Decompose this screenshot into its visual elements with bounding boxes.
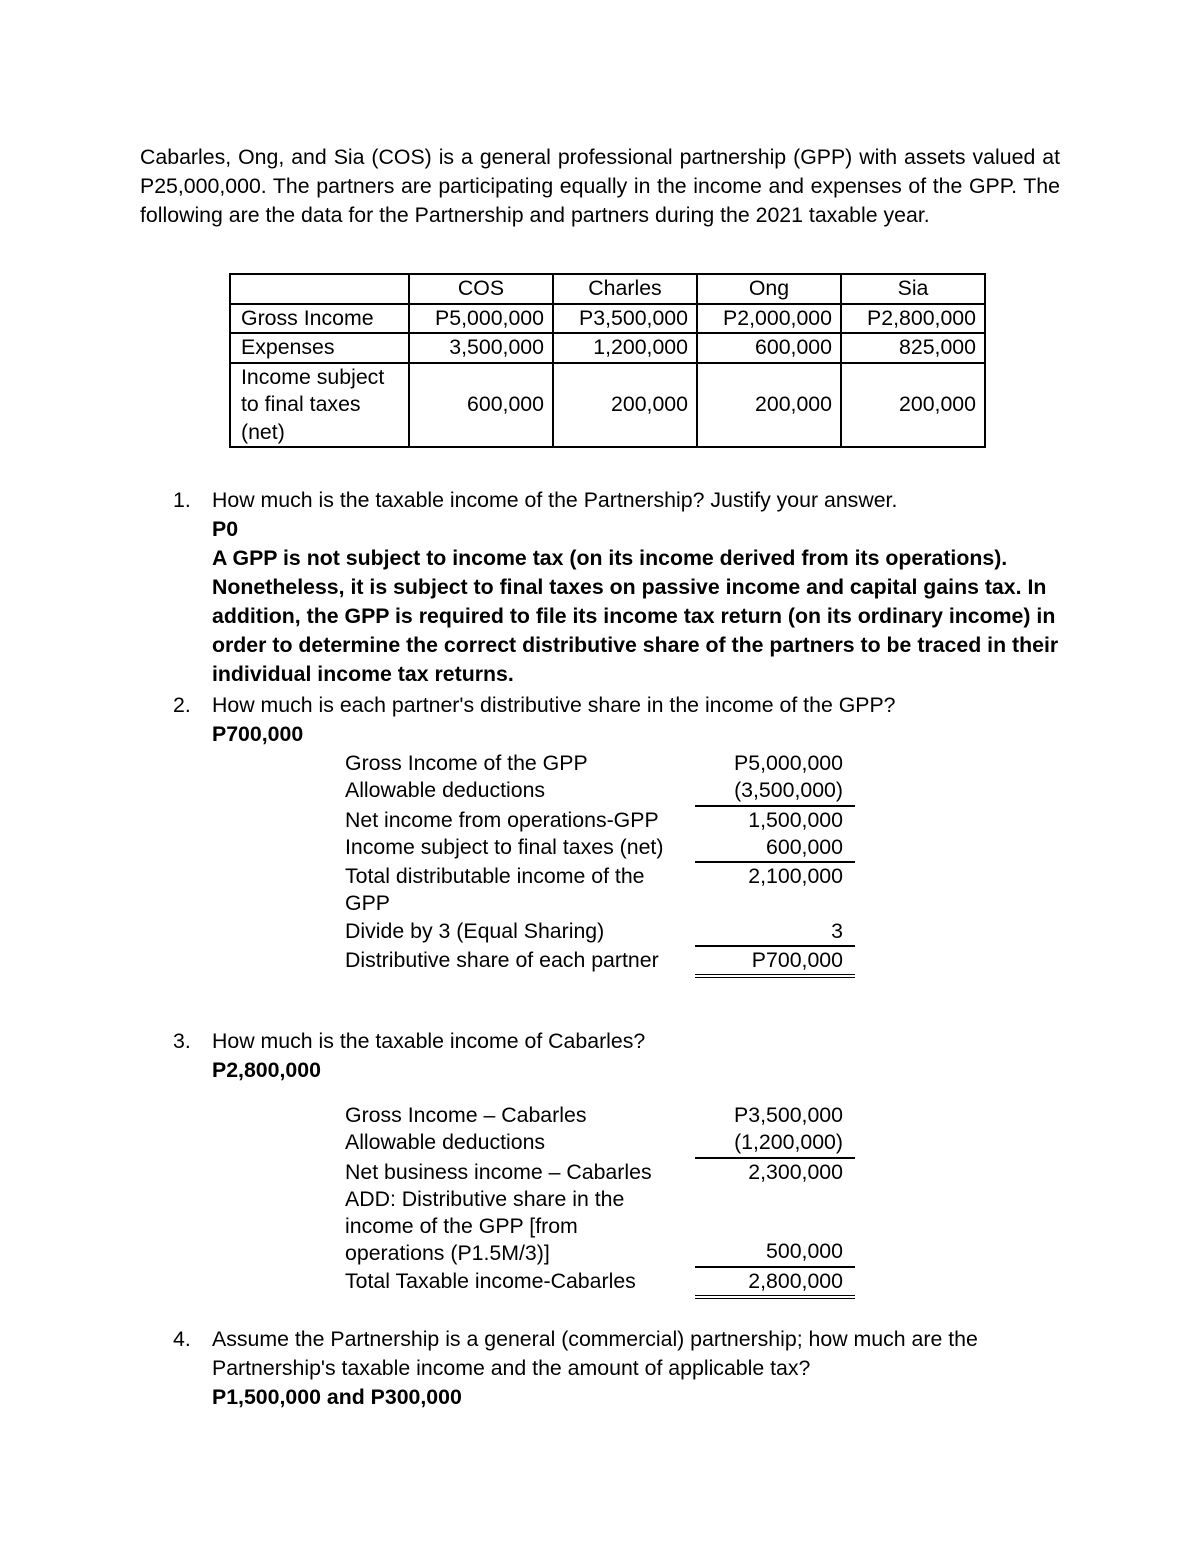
row-label: Income subject to final taxes (net): [230, 363, 409, 448]
question-number: 3.: [173, 1029, 191, 1053]
schedule-label: Net business income – Cabarles: [345, 1159, 652, 1184]
table-cell: 600,000: [697, 333, 841, 363]
schedule-label: Distributive share of each partner: [345, 948, 659, 973]
table-cell: 1,200,000: [553, 333, 697, 363]
schedule-value: 3: [695, 918, 855, 947]
question-number: 1.: [173, 488, 191, 512]
table-cell: 600,000: [409, 363, 553, 448]
schedule-value: 2,100,000: [748, 864, 843, 889]
table-cell: P3,500,000: [553, 304, 697, 334]
table-cell: 3,500,000: [409, 333, 553, 363]
table-row: [230, 363, 985, 448]
taxable-income-schedule: [345, 1102, 870, 1299]
schedule-row: [345, 750, 870, 777]
schedule-row: [345, 834, 870, 863]
schedule-value: (1,200,000): [695, 1129, 855, 1158]
table-cell: P5,000,000: [409, 304, 553, 334]
answer: P1,500,000 and P300,000: [212, 1385, 462, 1409]
table-cell: 825,000: [841, 333, 985, 363]
question-number: 2.: [173, 693, 191, 717]
schedule-label: ADD: Distributive share in the income of the GPP [from operations (P1.5M/3)]: [345, 1186, 625, 1266]
distributive-share-schedule: [345, 750, 870, 978]
table-row: [230, 333, 985, 363]
schedule-value: P3,500,000: [734, 1103, 843, 1127]
table-header-cell: Charles: [553, 274, 697, 304]
table-header-cell: [230, 274, 409, 304]
schedule-row: [345, 1186, 870, 1268]
schedule-row: [345, 863, 870, 918]
schedule-row: [345, 1129, 870, 1158]
question-text: How much is each partner's distributive share in the income of the GPP?: [212, 693, 896, 717]
schedule-value: 1,500,000: [748, 807, 843, 832]
answer: P0: [212, 517, 239, 541]
partnership-data-table: [229, 273, 986, 448]
schedule-row: [345, 807, 870, 834]
table-header-cell: COS: [409, 274, 553, 304]
row-label: Gross Income: [230, 304, 409, 334]
table-cell: P2,000,000: [697, 304, 841, 334]
question-number: 4.: [173, 1327, 191, 1351]
schedule-row: [345, 947, 870, 978]
schedule-label: Allowable deductions: [345, 778, 546, 803]
schedule-value: 2,300,000: [748, 1159, 843, 1184]
schedule-label: Divide by 3 (Equal Sharing): [345, 918, 605, 943]
intro-paragraph: Cabarles, Ong, and Sia (COS) is a general professional partnership (GPP) with assets valued at P25,000,000. The partners are participating equally in the income and expenses of the GPP. The following are the data for the Partnership and partners during the 2021 taxable year.: [140, 145, 1060, 227]
schedule-value: 2,800,000: [695, 1268, 855, 1299]
answer: P700,000: [212, 722, 304, 746]
schedule-label: Gross Income – Cabarles: [345, 1103, 587, 1127]
schedule-label: Income subject to final taxes (net): [345, 834, 664, 859]
schedule-row: [345, 777, 870, 806]
schedule-value: P700,000: [695, 947, 855, 978]
schedule-row: [345, 1159, 870, 1186]
table-header-row: [230, 274, 985, 304]
schedule-label: Allowable deductions: [345, 1130, 546, 1155]
question-text: How much is the taxable income of Cabarles?: [212, 1029, 646, 1053]
table-cell: 200,000: [697, 363, 841, 448]
schedule-row: [345, 918, 870, 947]
schedule-label: Net income from operations-GPP: [345, 807, 659, 832]
schedule-label: Total distributable income of the GPP: [345, 864, 645, 916]
schedule-value: 500,000: [695, 1238, 855, 1267]
row-label: Expenses: [230, 333, 409, 363]
table-row: [230, 304, 985, 334]
table-header-cell: Ong: [697, 274, 841, 304]
table-header-cell: Sia: [841, 274, 985, 304]
answer-explanation: A GPP is not subject to income tax (on its income derived from its operations). Nonetheless, it is subject to final taxes on passive income and capital gains tax. In addition, the GPP is required to file its income tax return (on its ordinary income) in order to determine the correct distributive share of the partners to be traced in their individual income tax returns.: [212, 546, 1059, 686]
schedule-value: P5,000,000: [734, 751, 843, 775]
answer: P2,800,000: [212, 1058, 321, 1082]
question-text: Assume the Partnership is a general (commercial) partnership; how much are the Partnership's taxable income and the amount of applicable tax?: [212, 1327, 978, 1380]
schedule-label: Gross Income of the GPP: [345, 751, 588, 775]
question-text: How much is the taxable income of the Partnership? Justify your answer.: [212, 488, 898, 512]
schedule-value: (3,500,000): [695, 777, 855, 806]
schedule-row: [345, 1102, 870, 1129]
table-cell: 200,000: [841, 363, 985, 448]
table-cell: 200,000: [553, 363, 697, 448]
schedule-value: 600,000: [695, 834, 855, 863]
schedule-row: [345, 1268, 870, 1299]
table-cell: P2,800,000: [841, 304, 985, 334]
schedule-label: Total Taxable income-Cabarles: [345, 1268, 636, 1293]
